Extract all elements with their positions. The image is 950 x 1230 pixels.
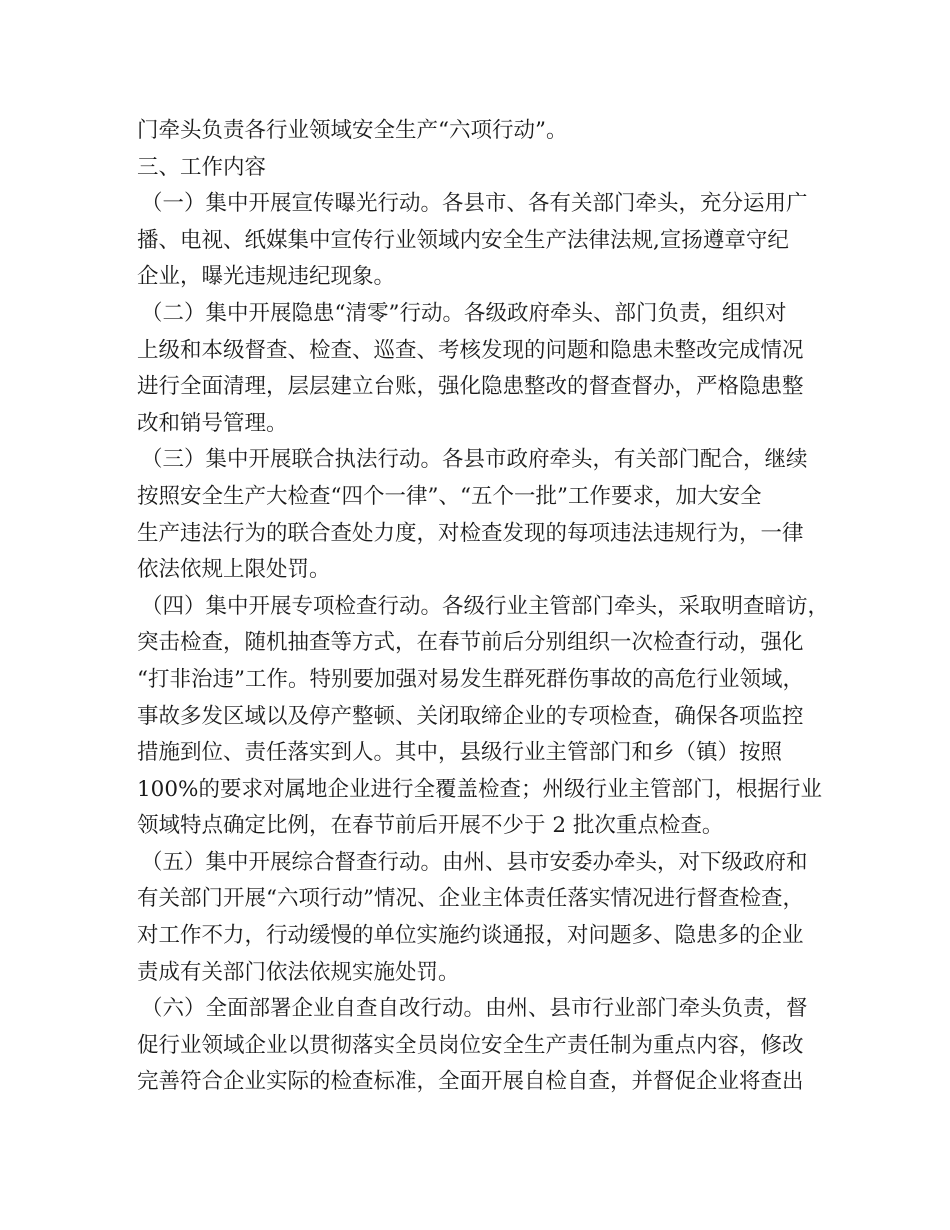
paragraph-line: （一）集中开展宣传曝光行动。各县市、各有关部门牵头，充分运用广	[141, 191, 808, 217]
paragraph-line: 领域特点确定比例，在春节前后开展不少于 2 批次重点检查。	[137, 813, 724, 839]
paragraph-line: 进行全面清理，层层建立台账，强化隐患整改的督查督办，严格隐患整	[137, 374, 804, 400]
document-body	[137, 113, 830, 1101]
paragraph-line: 有关部门开展“六项行动”情况、企业主体责任落实情况进行督查检查，	[137, 886, 804, 912]
paragraph-line: 改和销号管理。	[137, 410, 288, 436]
paragraph-line: 措施到位、责任落实到人。其中，县级行业主管部门和乡（镇）按照	[137, 740, 783, 766]
paragraph-line: 生产违法行为的联合查处力度，对检查发现的每项违法违规行为，一律	[137, 520, 804, 546]
paragraph-line: 企业，曝光违规违纪现象。	[137, 264, 396, 290]
paragraph-line: （六）全面部署企业自查自改行动。由州、县市行业部门牵头负责，督	[141, 996, 808, 1022]
paragraph-line: 上级和本级督查、检查、巡查、考核发现的问题和隐患未整改完成情况	[137, 337, 804, 363]
section-heading: 三、工作内容	[137, 154, 267, 180]
paragraph-line: （五）集中开展综合督查行动。由州、县市安委办牵头，对下级政府和	[141, 849, 808, 875]
paragraph-line: 促行业领域企业以贯彻落实全员岗位安全生产责任制为重点内容，修改	[137, 1032, 804, 1058]
text-line: 门牵头负责各行业领域安全生产“六项行动”。	[137, 118, 568, 143]
paragraph-line: 完善符合企业实际的检查标准，全面开展自检自查，并督促企业将查出	[137, 1069, 804, 1095]
paragraph-line: （三）集中开展联合执法行动。各县市政府牵头，有关部门配合，继续	[141, 447, 808, 473]
paragraph-line: 依法依规上限处罚。	[137, 557, 331, 583]
paragraph-line: 按照安全生产大检查“四个一律”、“五个一批”工作要求，加大安全	[137, 483, 762, 509]
paragraph-line: 100%的要求对属地企业进行全覆盖检查；州级行业主管部门，根据行业	[137, 776, 822, 802]
paragraph-line: 事故多发区域以及停产整顿、关闭取缔企业的专项检查，确保各项监控	[137, 703, 804, 729]
paragraph-line: （二）集中开展隐患“清零”行动。各级政府牵头、部门负责，组织对	[141, 300, 787, 326]
paragraph-line: 对工作不力，行动缓慢的单位实施约谈通报，对问题多、隐患多的企业	[137, 923, 804, 949]
paragraph-line: 播、电视、纸媒集中宣传行业领域内安全生产法律法规,宣扬遵章守纪	[137, 227, 789, 253]
paragraph-line: 突击检查，随机抽查等方式，在春节前后分别组织一次检查行动，强化	[137, 630, 804, 656]
paragraph-line: （四）集中开展专项检查行动。各级行业主管部门牵头，采取明查暗访，	[141, 593, 830, 619]
paragraph-line: “打非治违”工作。特别要加强对易发生群死群伤事故的高危行业领域，	[137, 666, 804, 692]
paragraph-line: 责成有关部门依法依规实施处罚。	[137, 959, 460, 985]
